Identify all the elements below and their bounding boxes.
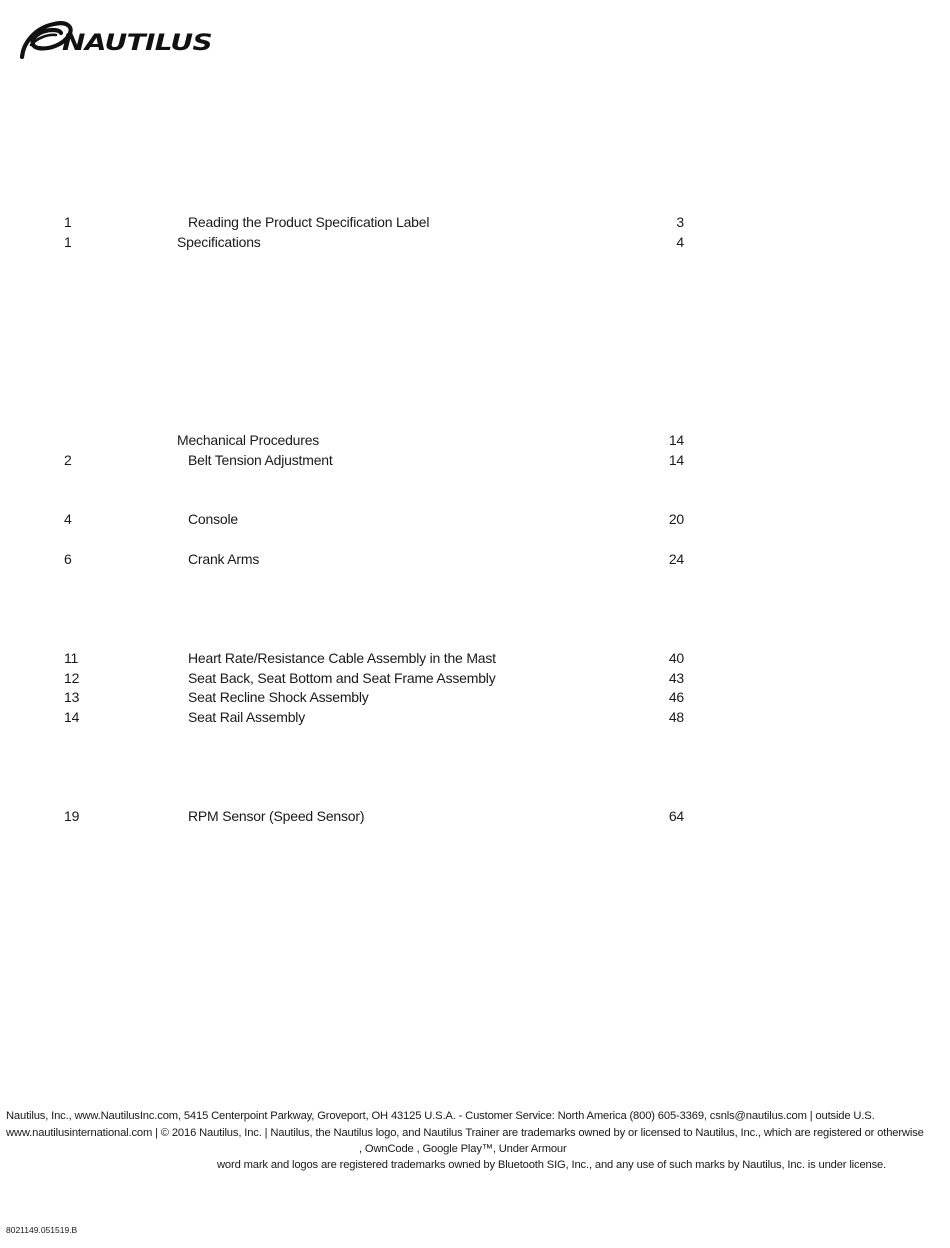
footer-trademark-line: www.nautilusinternational.com | © 2016 Nautilus, Inc. | Nautilus, the Nautilus logo, and Nautilus Trainer are trademarks owned by or licensed to Nautilus, Inc., which are registered or otherwise [6,1127,924,1139]
toc-page-number: 64 [668,808,684,824]
toc-entry-title: Reading the Product Specification Label [188,214,430,230]
toc-entry-title: Specifications [177,234,261,250]
footer-license-line: word mark and logos are registered trademarks owned by Bluetooth SIG, Inc., and any use of such marks by Nautilus, Inc. is under license. [217,1159,887,1171]
logo-wordmark: NAUTILUS [62,31,212,56]
toc-section-heading[interactable] [0,233,700,251]
toc-entry-title: Belt Tension Adjustment [188,452,333,468]
toc-section-heading[interactable] [0,431,700,449]
toc-chapter-number: 4 [64,511,72,527]
toc-entry-title: Mechanical Procedures [177,432,320,448]
toc-chapter-number: 11 [64,650,79,666]
document-number: 8021149.051519.B [6,1225,78,1235]
toc-page-number: 14 [668,452,684,468]
toc-page-number: 40 [668,650,684,666]
toc-chapter-number: 2 [64,452,72,468]
toc-page-number: 43 [668,670,684,686]
toc-entry[interactable] [0,451,700,469]
toc-chapter-number: 1 [64,234,72,250]
toc-entry-title: Console [188,511,238,527]
toc-page-number: 20 [668,511,684,527]
toc-entry-title: Seat Recline Shock Assembly [188,689,369,705]
toc-entry[interactable] [0,510,700,528]
toc-entry[interactable] [0,688,700,706]
toc-entry-title: Heart Rate/Resistance Cable Assembly in the Mast [188,650,496,666]
toc-page-number: 4 [676,234,684,250]
toc-entry-title: Crank Arms [188,551,260,567]
toc-entry-title: RPM Sensor (Speed Sensor) [188,808,365,824]
toc-entry[interactable] [0,649,700,667]
footer-trademark-line-continued: , OwnCode , Google Play™, Under Armour [359,1143,567,1155]
toc-chapter-number: 6 [64,551,72,567]
toc-entry[interactable] [0,807,700,825]
toc-entry[interactable] [0,708,700,726]
toc-entry[interactable] [0,213,700,231]
footer-address-line: Nautilus, Inc., www.NautilusInc.com, 5415 Centerpoint Parkway, Groveport, OH 43125 U.S.A. - Customer Service: North America (800) 605-3369, csnls@nautilus.com | outside U.S. [6,1110,875,1122]
toc-entry[interactable] [0,669,700,687]
toc-chapter-number: 19 [64,808,80,824]
toc-entry[interactable] [0,550,700,568]
toc-page-number: 48 [668,709,684,725]
toc-chapter-number: 13 [64,689,80,705]
toc-page-number: 24 [668,551,684,567]
toc-page-number: 3 [676,214,684,230]
toc-chapter-number: 14 [64,709,80,725]
toc-chapter-number: 12 [64,670,80,686]
toc-chapter-number: 1 [64,214,72,230]
toc-entry-title: Seat Rail Assembly [188,709,306,725]
toc-entry-title: Seat Back, Seat Bottom and Seat Frame Assembly [188,670,496,686]
toc-page-number: 46 [668,689,684,705]
toc-page-number: 14 [668,432,684,448]
